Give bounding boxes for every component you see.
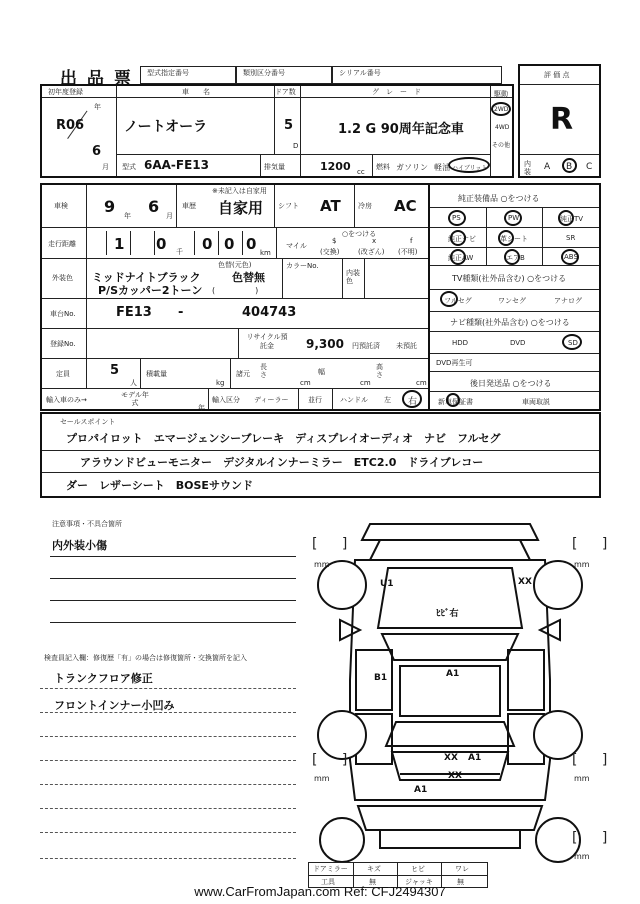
inspector-label: 検査員記入欄：修復歴「有」の場合は修復箇所・交換箇所を記入 — [44, 654, 247, 662]
shaken-year: 9 — [104, 197, 116, 216]
option-abs-circle — [561, 249, 579, 265]
mark-hood: ﾋﾋﾞ右 — [436, 609, 459, 619]
mileage-digit: 0 — [224, 235, 235, 253]
sales-points: セールスポイント プロパイロット エマージェンシーブレーキ ディスプレイオーディオ ナビ フルセグ アラウンドビューモニター デジタルインナーミラー ETC2.0 ドライブレコー ダー レザーシート BOSEサウンド — [40, 412, 601, 498]
tv-fullseg-circle — [440, 291, 458, 307]
mark-a1-bottom: A1 — [414, 785, 428, 795]
after-warranty-circle — [446, 393, 460, 407]
door-count: 5 — [284, 118, 294, 133]
interior-grade-circle — [562, 158, 577, 173]
mileage-digit: 0 — [202, 235, 213, 253]
option-pw-circle — [504, 210, 522, 226]
chassis-number: 404743 — [242, 305, 297, 320]
fuel-hybrid-circle — [448, 157, 490, 173]
mileage-digit: 1 — [114, 235, 125, 253]
option-ps-circle — [448, 210, 466, 226]
sales-line-2: アラウンドビューモニター デジタルインナーミラー ETC2.0 ドライブレコー — [80, 456, 484, 469]
history-value: 自家用 — [218, 199, 264, 217]
option-aw-circle — [450, 249, 466, 265]
recycle-amount: 9,300 — [306, 337, 344, 351]
mark-a1-rear: A1 — [468, 753, 482, 763]
repair-line-1: トランクフロア修正 — [54, 672, 153, 685]
spec-table: 車検 9 年 6 月 ※未記入は自家用 車歴 自家用 シフト AT 冷房 AC 走行距離 1 0 千 0 0 0 km ○をつける マイル $ (交換) x (改ざん) f (不明) 外装色 色替(元色) ミッドナイトブラック P/Sカッパー2トーン 色替無 ( ) カラーNo. 内装色 車台No. FE13 - 404743 登録No. リサイクル預託金 9,300 円預託済 未預託 定員 5 人 積載量 kg 諸元 長さ cm 幅 cm 高さ cm 輸入車のみ→ モデル年式 年 輸入区分 ディーラー 並行 ハンドル 左 右 — [40, 183, 430, 411]
footer-reference: www.CarFromJapan.com Ref: CFJ2494307 — [194, 884, 446, 899]
caution-label: 注意事項・不具合箇所 — [52, 520, 122, 528]
capacity-value: 5 — [110, 363, 120, 378]
drive-2wd-circle — [491, 102, 511, 116]
option-navi-circle — [450, 230, 466, 246]
option-airbag-circle — [504, 249, 520, 265]
chassis-model: FE13 — [116, 305, 152, 320]
mark-xx-front: XX — [518, 577, 532, 587]
sales-line-1: プロパイロット エマージェンシーブレーキ ディスプレイオーディオ ナビ フルセグ — [66, 432, 501, 445]
mark-b1: B1 — [374, 673, 388, 683]
mileage-digit: 0 — [246, 235, 257, 253]
model-code: 6AA-FE13 — [144, 158, 209, 172]
ac-value: AC — [394, 197, 417, 215]
ext-color-value: ミッドナイトブラック — [92, 271, 201, 284]
score-box: 評 価 点 R 内装 A B C — [518, 64, 601, 178]
basic-info-table: 初年度登録 車 名 ドア数 グ レ ー ド 駆動 年 月 R06 6 ノートオーラ 5 D 1.2 G 90周年記念車 2WD 4WD その他 型式 6AA-FE13 排気量 1200 cc 燃料 ガソリン 軽油 ハイブリット — [40, 84, 514, 178]
option-tv-circle — [558, 210, 574, 226]
navi-sd-circle — [562, 334, 582, 350]
ext-color-value-2: P/Sカッパー2トーン — [98, 284, 203, 297]
form-title: 出 品 票 — [60, 69, 133, 89]
mark-a1-mid: A1 — [446, 669, 460, 679]
score-value: R — [550, 102, 574, 137]
mark-xx-trunk: XX — [448, 771, 462, 781]
car-name: ノートオーラ — [124, 119, 208, 135]
car-damage-diagram — [300, 510, 600, 890]
damage-legend: ドアミラー キズ ヒビ ワレ 工具 無 ジャッキ 無 — [308, 862, 488, 888]
caution-text: 内外装小傷 — [52, 539, 107, 552]
header-field-serial: シリアル番号 — [332, 66, 502, 84]
handle-right-circle — [402, 390, 422, 408]
first-reg-year: R06 — [56, 118, 85, 133]
grade-value: 1.2 G 90周年記念車 — [338, 122, 464, 137]
mileage-digit: 0 — [156, 235, 167, 253]
sales-line-3: ダー レザーシート BOSEサウンド — [66, 479, 253, 492]
header-field-model-spec: 型式指定番号 — [140, 66, 236, 84]
displacement: 1200 — [320, 160, 351, 173]
mark-u1: U1 — [380, 579, 394, 589]
mark-xx-rear: XX — [444, 753, 458, 763]
color-change: 色替無 — [232, 271, 265, 284]
option-leather-circle — [498, 230, 514, 246]
shaken-month: 6 — [148, 197, 160, 216]
options-table: 純正装備品 ○をつける PS PW 純正TV 純正ナビ 革シート SR 純正AW エアB ABS TV種類(社外品含む) ○をつける フルセグ ワンセグ アナログ ナビ種類(社外品含む) ○をつける HDD DVD SD DVD再生可 後日発送品 ○をつける 新車保証書 車両取説 — [428, 183, 601, 411]
header-field-class: 類別区分番号 — [236, 66, 332, 84]
first-reg-month: 6 — [92, 144, 102, 159]
shift-value: AT — [320, 197, 341, 215]
repair-line-2: フロントインナー小凹み — [54, 699, 175, 712]
